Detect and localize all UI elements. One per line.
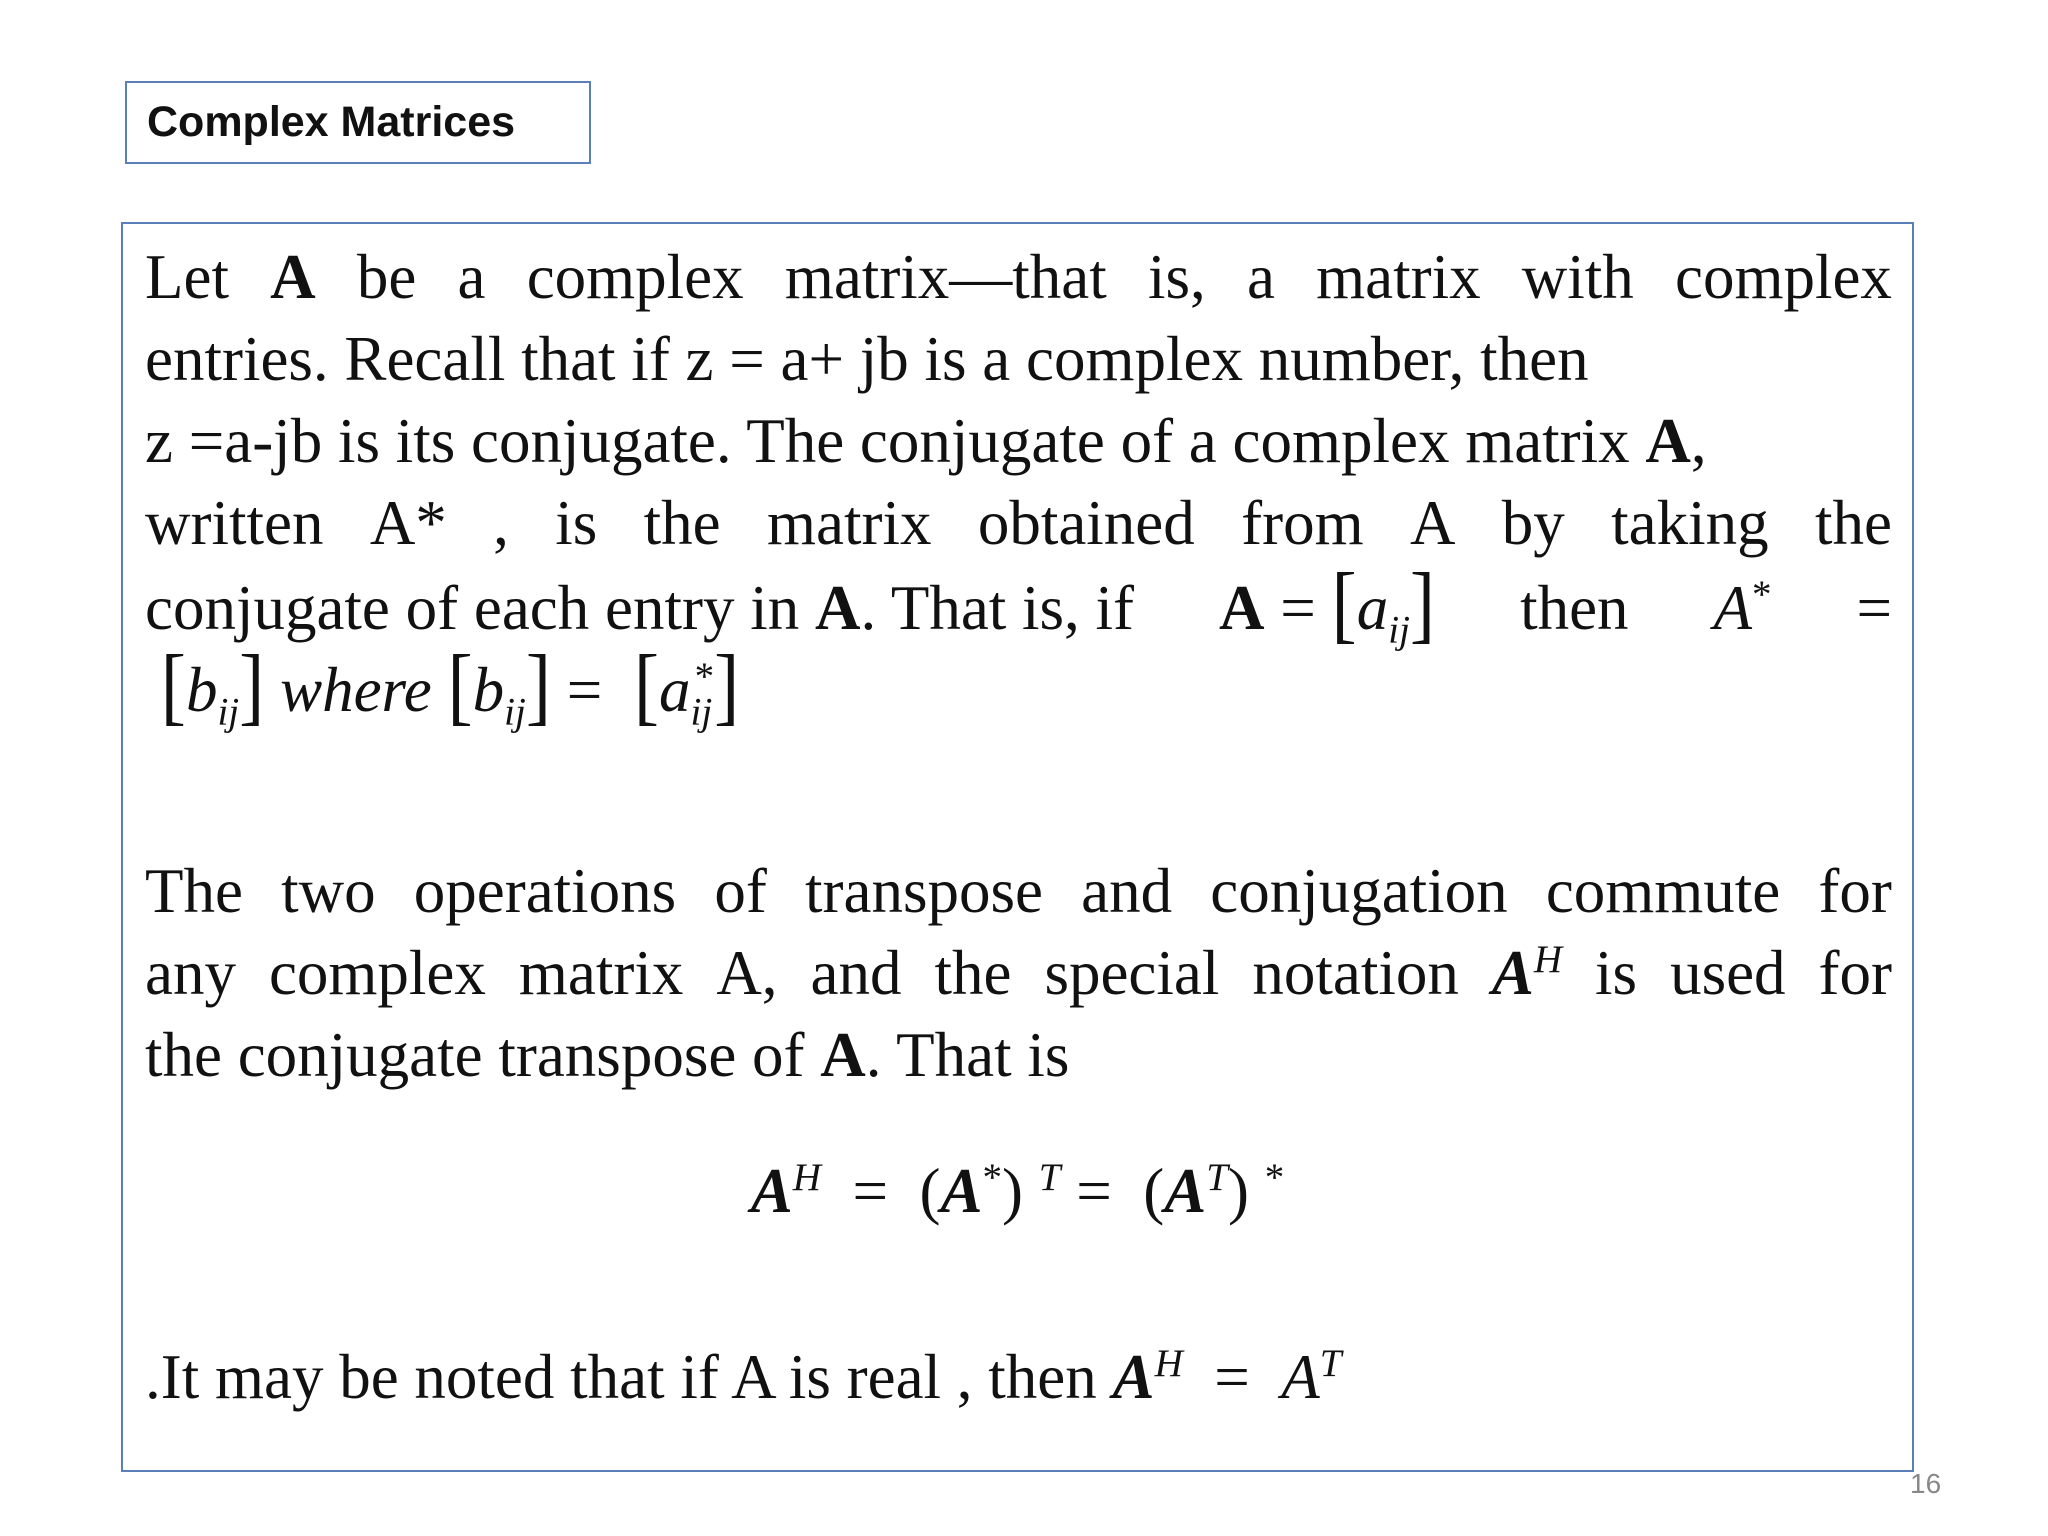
math-symbol: = — [1214, 1342, 1250, 1412]
right-bracket: ] — [1409, 556, 1436, 653]
p1-line-6 — [145, 638, 1892, 735]
word: is, — [1147, 242, 1206, 312]
math-a-h — [1492, 932, 1562, 1014]
math-symbol: = — [852, 1156, 888, 1226]
math-symbol: ( — [1143, 1156, 1165, 1226]
matrix-a-bold: A — [1645, 406, 1691, 476]
math-superscript: T — [1206, 1156, 1228, 1199]
right-bracket: ] — [714, 638, 740, 735]
math-symbol: A — [1164, 1156, 1207, 1226]
word: with — [1521, 242, 1634, 312]
text: .It may be noted that if A is real , then — [145, 1342, 1113, 1412]
word: the — [934, 938, 1012, 1008]
page-number: 16 — [1910, 1468, 1942, 1499]
math-superscript: * — [982, 1156, 1003, 1199]
math-symbol: A — [750, 1156, 793, 1226]
word: the — [643, 488, 721, 558]
math-symbol: b — [185, 655, 218, 725]
word: matrix — [767, 488, 932, 558]
word: complex — [268, 938, 486, 1008]
word: complex — [1675, 242, 1892, 312]
word: from — [1241, 488, 1364, 558]
matrix-a-bold: A — [270, 242, 316, 312]
p2-line-2 — [145, 932, 1892, 1014]
p1-line-5 — [145, 556, 1892, 653]
math-symbol: ) — [1002, 1156, 1024, 1226]
math-symbol: ( — [919, 1156, 941, 1226]
math-symbol: ) — [1228, 1156, 1249, 1226]
math-superscript: T — [1038, 1156, 1061, 1199]
text: the conjugate transpose of — [145, 1020, 821, 1090]
content-box — [121, 222, 1914, 1472]
word: two — [281, 856, 376, 926]
math-superscript: * — [1751, 573, 1772, 616]
p1-line-4 — [145, 482, 1892, 564]
text-group — [145, 567, 1134, 649]
word: conjugation — [1210, 856, 1508, 926]
word: transpose — [805, 856, 1043, 926]
paragraph-real-case — [145, 1336, 1892, 1418]
math-symbol: A — [1491, 938, 1534, 1008]
matrix-a-bold: A — [814, 573, 861, 643]
p3-line-1 — [145, 1336, 1892, 1418]
word: matrix—that — [784, 242, 1107, 312]
right-bracket: ] — [239, 638, 265, 735]
word: taking — [1611, 488, 1769, 558]
math-symbol: A — [1281, 1342, 1320, 1412]
left-bracket: [ — [1331, 556, 1357, 653]
math-symbol: A — [1112, 1342, 1155, 1412]
word: for — [1818, 938, 1892, 1008]
word: is — [555, 488, 598, 558]
word: then — [1520, 573, 1629, 643]
text: , — [1690, 406, 1707, 476]
word: any — [145, 938, 236, 1008]
word: be — [356, 242, 417, 312]
slide-title-box — [125, 81, 591, 164]
left-bracket: [ — [633, 638, 659, 735]
word: notation — [1252, 938, 1459, 1008]
word: and — [810, 938, 902, 1008]
text: . That is, if — [860, 573, 1135, 643]
p1-line-2: entries. Recall that if z = a+ jb is a complex number, then — [145, 324, 1589, 394]
word: written — [145, 488, 324, 558]
word: A* — [369, 488, 447, 558]
word: used — [1670, 938, 1786, 1008]
math-superscript: H — [792, 1156, 821, 1199]
p2-line-1 — [145, 850, 1892, 932]
formula-conjugate-transpose — [123, 1150, 1912, 1232]
math-symbol: A — [940, 1156, 983, 1226]
math-symbol: a — [659, 655, 691, 725]
word: matrix — [1316, 242, 1481, 312]
word: commute — [1545, 856, 1781, 926]
slide-title: Complex Matrices — [147, 98, 516, 146]
math-superscript: * — [694, 655, 715, 698]
math-symbol: b — [472, 655, 505, 725]
word: is — [1595, 938, 1638, 1008]
text: conjugate of each entry in — [145, 573, 815, 643]
math-symbol: a — [1356, 573, 1389, 643]
word: complex — [526, 242, 744, 312]
word: operations — [413, 856, 677, 926]
word: and — [1081, 856, 1173, 926]
right-bracket: ] — [525, 638, 552, 735]
math-a-equals-aij — [1219, 556, 1436, 653]
word: A — [1409, 488, 1456, 558]
math-superscript: H — [1533, 938, 1563, 981]
math-superscript: H — [1154, 1342, 1183, 1385]
p1-line-1 — [145, 236, 1892, 318]
math-subscript: ij — [690, 690, 713, 734]
word: for — [1818, 856, 1892, 926]
word: , — [493, 488, 509, 558]
math-symbol: = — [566, 655, 603, 725]
text: . That is — [865, 1020, 1070, 1090]
word: a — [457, 242, 486, 312]
word: A, — [716, 938, 778, 1008]
word: of — [714, 856, 767, 926]
word: a — [1246, 242, 1275, 312]
word: The — [145, 856, 243, 926]
word: special — [1044, 938, 1220, 1008]
paragraph-conjugate-transpose — [145, 850, 1892, 1096]
math-symbol: A — [1219, 573, 1265, 643]
matrix-a-bold: A — [820, 1020, 866, 1090]
word: obtained — [977, 488, 1195, 558]
word: by — [1501, 488, 1565, 558]
paragraph-definition — [145, 236, 1892, 735]
left-bracket: [ — [447, 638, 473, 735]
math-subscript: ij — [1388, 608, 1410, 652]
math-symbol: = — [1280, 573, 1316, 643]
p1-line-3 — [145, 400, 1892, 482]
math-superscript: T — [1319, 1342, 1342, 1385]
math-subscript: ij — [217, 690, 240, 734]
math-symbol: = — [1856, 573, 1892, 643]
math-symbol: A — [1713, 573, 1752, 643]
word: the — [1815, 488, 1892, 558]
text: z =a-jb is its conjugate. The conjugate of a complex matrix — [145, 406, 1646, 476]
math-superscript: * — [1264, 1156, 1285, 1199]
p2-line-3 — [145, 1014, 1892, 1096]
left-bracket: [ — [160, 638, 186, 735]
word: matrix — [518, 938, 684, 1008]
math-a-star — [1713, 567, 1771, 649]
math-symbol: = — [1076, 1156, 1112, 1226]
math-word: where — [280, 655, 432, 725]
word: Let — [145, 242, 229, 312]
math-subscript: ij — [504, 690, 526, 734]
